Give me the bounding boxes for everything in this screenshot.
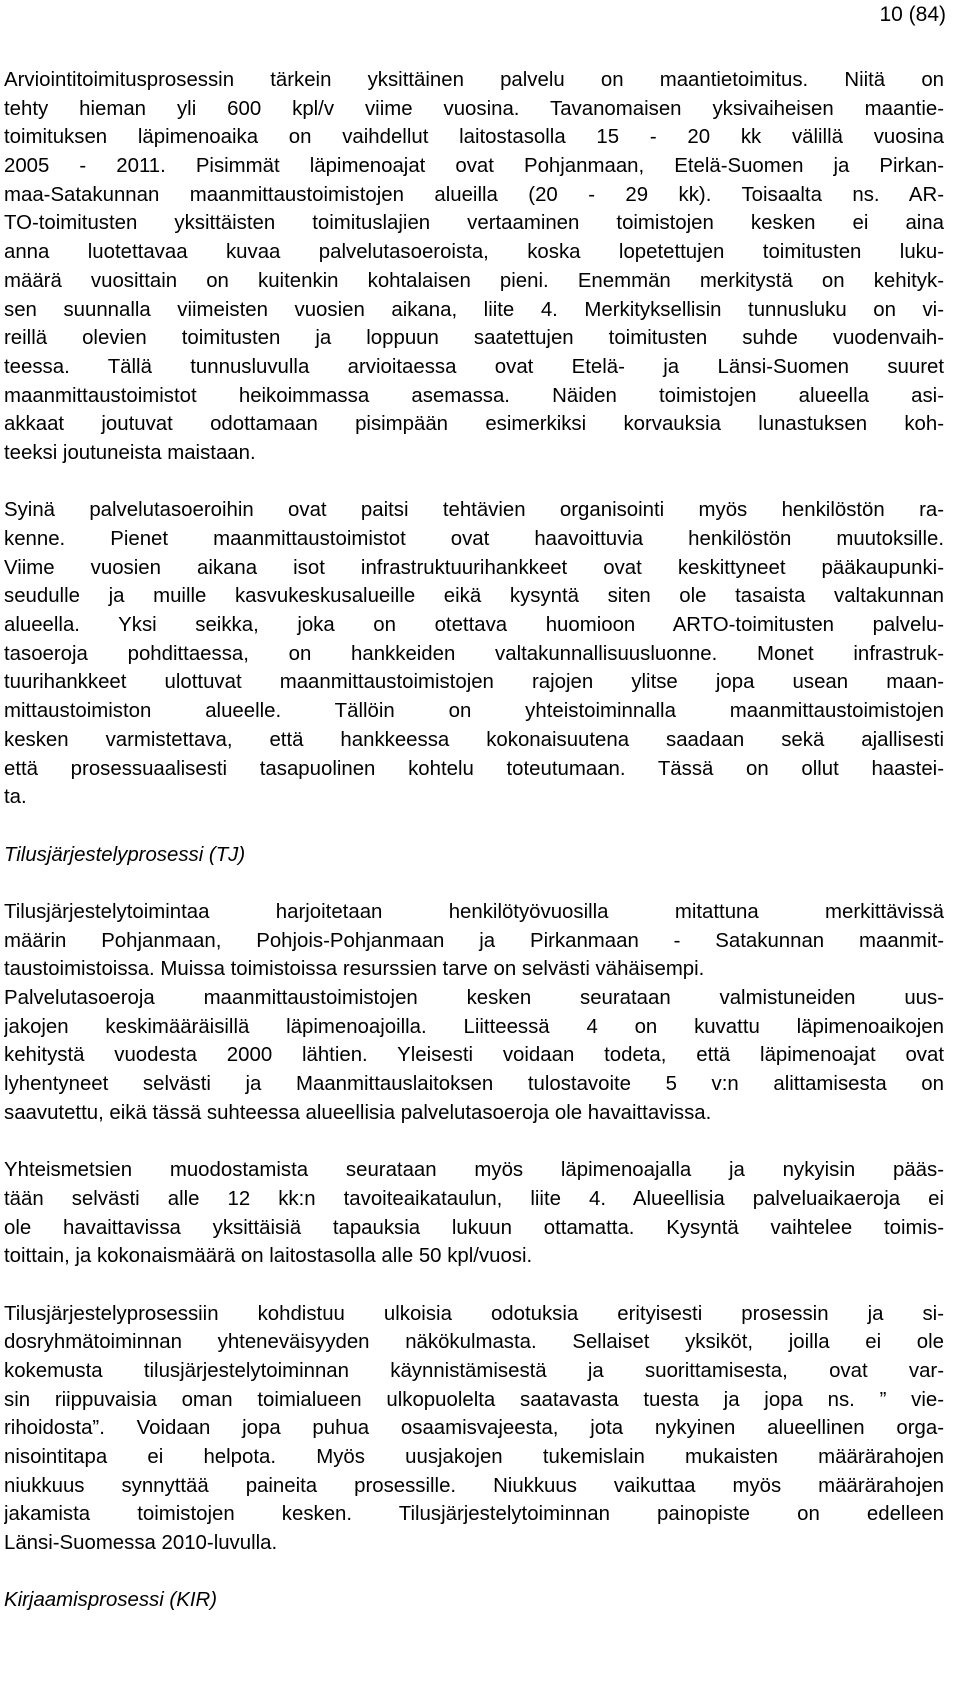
text-line: sen suunnalla viimeisten vuosien aikana, liite 4. Merkityksellisin tunnusluku on vi- (4, 298, 944, 321)
text-line: määrin Pohjanmaan, Pohjois-Pohjanmaan ja Pirkanmaan - Satakunnan maanmit- (4, 929, 944, 952)
text-line: mittaustoimiston alueelle. Tällöin on yhteistoiminnalla maanmittaustoimistojen (4, 700, 944, 723)
text-line: ta. (4, 786, 27, 809)
document-body (4, 66, 944, 1615)
text-line: Viime vuosien aikana isot infrastruktuurihankkeet ovat keskittyneet pääkaupunki- (4, 556, 944, 579)
text-line: Syinä palvelutasoeroihin ovat paitsi tehtävien organisointi myös henkilöstön ra- (4, 499, 944, 522)
text-line: tuurihankkeet ulottuvat maanmittaustoimistojen rajojen ylitse jopa usean maan- (4, 671, 944, 694)
text-line: niukkuus synnyttää paineita prosessille. Niukkuus vaikuttaa myös määrärahojen (4, 1474, 944, 1497)
text-line: kokemusta tilusjärjestelytoiminnan käynnistämisestä ja suorittamisesta, ovat var- (4, 1359, 944, 1382)
text-line: akkaat joutuvat odottamaan pisimpään esimerkiksi korvauksia lunastuksen koh- (4, 413, 944, 436)
paragraph-spacer (4, 1558, 944, 1587)
text-line: kenne. Pienet maanmittaustoimistot ovat haavoittuvia henkilöstön muutoksille. (4, 528, 944, 550)
text-line: Tilusjärjestelytoimintaa harjoitetaan henkilötyövuosilla mitattuna merkittävissä (4, 900, 944, 923)
page-number: 10 (84) (879, 3, 946, 26)
text-line: Arviointitoimitusprosessin tärkein yksittäinen palvelu on maantietoimitus. Niitä on (4, 69, 944, 91)
text-line: Palvelutasoeroja maanmittaustoimistojen kesken seurataan valmistuneiden uus- (4, 987, 944, 1009)
section-heading: Tilusjärjestelyprosessi (TJ) (4, 843, 246, 866)
paragraph (4, 496, 944, 812)
text-line: rihoidosta”. Voidaan jopa puhua osaamisvajeesta, jota nykyinen alueellinen orga- (4, 1417, 944, 1440)
text-line: toittain, ja kokonaismäärä on laitostasolla alle 50 kpl/vuosi. (4, 1245, 533, 1268)
paragraph-spacer (4, 1271, 944, 1300)
text-line: että prosessuaalisesti tasapuolinen kohtelu toteutumaan. Tässä on ollut haastei- (4, 757, 944, 780)
text-line: alueella. Yksi seikka, joka on otettava huomioon ARTO-toimitusten palvelu- (4, 614, 944, 637)
text-line: reillä olevien toimitusten ja loppuun saatettujen toimitusten suhde vuodenvaih- (4, 327, 944, 350)
text-line: nisointitapa ei helpota. Myös uusjakojen tukemislain mukaisten määrärahojen (4, 1446, 944, 1468)
paragraph (4, 1156, 944, 1271)
text-line: kesken varmistettava, että hankkeessa kokonaisuutena saadaan sekä ajallisesti (4, 728, 944, 751)
text-line: lyhentyneet selvästi ja Maanmittauslaitoksen tulostavoite 5 v:n alittamisesta on (4, 1073, 944, 1096)
text-line: teessa. Tällä tunnusluvulla arvioitaessa ovat Etelä- ja Länsi-Suomen suuret (4, 355, 944, 378)
text-line: dosryhmätoiminnan yhteneväisyyden näkökulmasta. Sellaiset yksiköt, joilla ei ole (4, 1331, 944, 1354)
text-line: TO-toimitusten yksittäisten toimituslajien vertaaminen toimistojen kesken ei aina (4, 212, 944, 235)
text-line: Länsi-Suomessa 2010-luvulla. (4, 1532, 278, 1555)
text-line: tään selvästi alle 12 kk:n tavoiteaikataulun, liite 4. Alueellisia palveluaikaeroja ei (4, 1187, 944, 1210)
text-line: määrä vuosittain on kuitenkin kohtalaisen pieni. Enemmän merkitystä on kehityk- (4, 269, 944, 292)
text-line: teeksi joutuneista maistaan. (4, 441, 256, 464)
text-line: tehty hieman yli 600 kpl/v viime vuosina. Tavanomaisen yksivaiheisen maantie- (4, 97, 944, 120)
paragraph (4, 898, 944, 1128)
text-line: 2005 - 2011. Pisimmät läpimenoajat ovat Pohjanmaan, Etelä-Suomen ja Pirkan- (4, 155, 944, 178)
text-line: maanmittaustoimistot heikoimmassa asemassa. Näiden toimistojen alueella asi- (4, 384, 944, 407)
text-line: Yhteismetsien muodostamista seurataan myös läpimenoajalla ja nykyisin pääs- (4, 1159, 944, 1182)
paragraph-spacer (4, 812, 944, 841)
text-line: tasoeroja pohdittaessa, on hankkeiden valtakunnallisuusluonne. Monet infrastruk- (4, 642, 944, 665)
text-line: saavutettu, eikä tässä suhteessa alueellisia palvelutasoeroja ole havaittavissa. (4, 1101, 712, 1124)
text-line: jakojen keskimääräisillä läpimenoajoilla. Liitteessä 4 on kuvattu läpimenoaikojen (4, 1015, 944, 1038)
text-line: seudulle ja muille kasvukeskusalueille eikä kysyntä siten ole tasaista valtakunnan (4, 585, 944, 608)
paragraph-spacer (4, 468, 944, 497)
paragraph-spacer (4, 869, 944, 898)
text-line: Tilusjärjestelyprosessiin kohdistuu ulkoisia odotuksia erityisesti prosessin ja si- (4, 1302, 944, 1325)
text-line: ole havaittavissa yksittäisiä tapauksia lukuun ottamatta. Kysyntä vaihtelee toimis- (4, 1216, 944, 1239)
section-heading: Kirjaamisprosessi (KIR) (4, 1589, 218, 1612)
text-line: anna luotettavaa kuvaa palvelutasoeroista, koska lopetettujen toimitusten luku- (4, 241, 944, 264)
text-line: maa-Satakunnan maanmittaustoimistojen alueilla (20 - 29 kk). Toisaalta ns. AR- (4, 183, 944, 206)
text-line: toimituksen läpimenoaika on vaihdellut laitostasolla 15 - 20 kk välillä vuosina (4, 126, 944, 149)
text-line: sin riippuvaisia oman toimialueen ulkopuolelta saatavasta tuesta ja jopa ns. ” vie- (4, 1388, 944, 1411)
paragraph-spacer (4, 1127, 944, 1156)
text-line: taustoimistoissa. Muissa toimistoissa resurssien tarve on selvästi vähäisempi. (4, 958, 705, 981)
text-line: jakamista toimistojen kesken. Tilusjärjestelytoiminnan painopiste on edelleen (4, 1503, 944, 1526)
paragraph (4, 66, 944, 468)
paragraph (4, 1300, 944, 1558)
text-line: kehitystä vuodesta 2000 lähtien. Yleisesti voidaan todeta, että läpimenoajat ovat (4, 1044, 944, 1067)
